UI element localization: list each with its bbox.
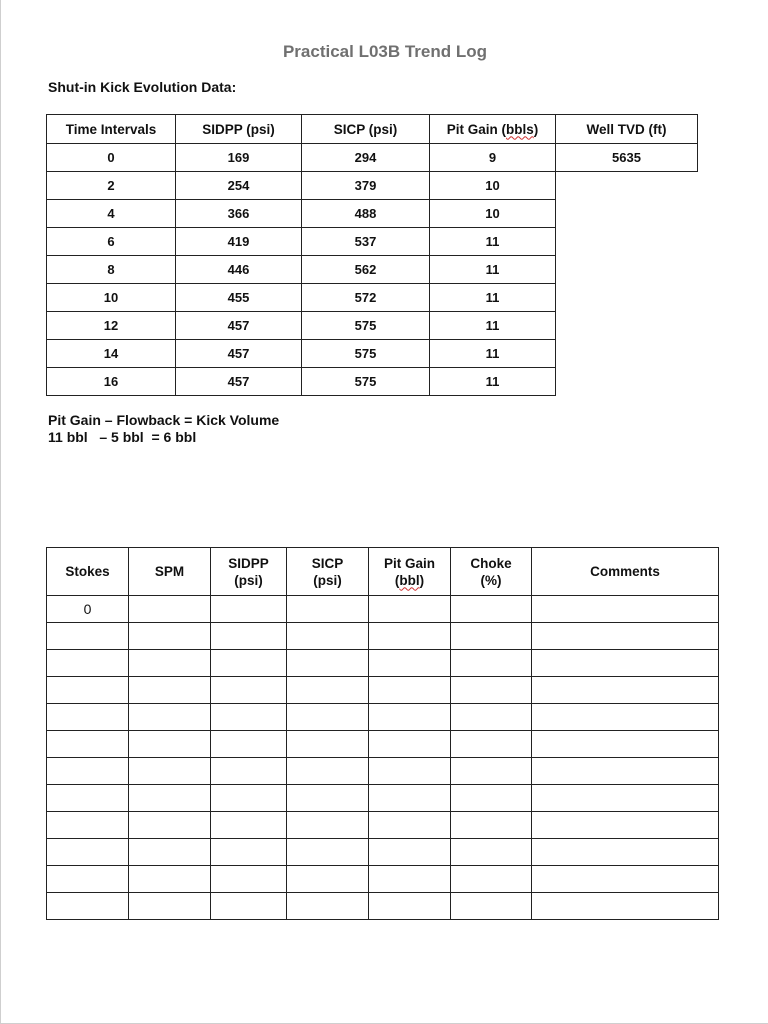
trend-table-cell[interactable] — [47, 893, 129, 920]
trend-table-cell[interactable] — [532, 785, 719, 812]
trend-table-cell[interactable] — [532, 704, 719, 731]
trend-table-header-cell: Comments — [532, 548, 719, 596]
trend-table-header-cell: SIDPP (psi) — [211, 548, 287, 596]
trend-table-cell[interactable] — [451, 812, 532, 839]
trend-table-cell[interactable] — [211, 623, 287, 650]
kick-table-row — [47, 284, 698, 312]
kick-table-header-cell: Pit Gain (bbls) — [430, 115, 556, 144]
trend-table-cell[interactable] — [211, 839, 287, 866]
trend-table-row — [47, 812, 719, 839]
trend-table-cell[interactable] — [532, 812, 719, 839]
kick-table-cell: 294 — [302, 144, 430, 172]
kick-table-cell: 575 — [302, 368, 430, 396]
trend-table-cell[interactable] — [369, 758, 451, 785]
trend-table-cell[interactable] — [369, 893, 451, 920]
kick-table-blank — [556, 340, 698, 368]
trend-table-cell[interactable] — [287, 623, 369, 650]
trend-table-cell[interactable]: 0 — [47, 596, 129, 623]
trend-table-cell[interactable] — [129, 839, 211, 866]
kick-table-cell: 169 — [176, 144, 302, 172]
kick-table-cell: 537 — [302, 228, 430, 256]
trend-table-row — [47, 596, 719, 623]
trend-table-cell[interactable] — [129, 704, 211, 731]
trend-table-row — [47, 758, 719, 785]
kick-table-cell: 8 — [47, 256, 176, 284]
kick-table-blank — [556, 312, 698, 340]
trend-table-cell[interactable] — [129, 812, 211, 839]
trend-table-cell[interactable] — [287, 677, 369, 704]
trend-table-cell[interactable] — [129, 893, 211, 920]
trend-table-cell[interactable] — [47, 704, 129, 731]
trend-table-cell[interactable] — [369, 731, 451, 758]
kick-table-cell: 11 — [430, 368, 556, 396]
trend-table-row — [47, 893, 719, 920]
trend-table-cell[interactable] — [287, 704, 369, 731]
trend-table-cell[interactable] — [532, 866, 719, 893]
kick-table-header-row — [47, 115, 698, 144]
trend-table-cell[interactable] — [369, 596, 451, 623]
trend-table-cell[interactable] — [47, 866, 129, 893]
trend-table-row — [47, 839, 719, 866]
trend-table-cell[interactable] — [211, 677, 287, 704]
trend-table-cell[interactable] — [369, 812, 451, 839]
trend-table-cell[interactable] — [532, 758, 719, 785]
kick-table-row — [47, 312, 698, 340]
trend-table-cell[interactable] — [211, 866, 287, 893]
kick-table-cell: 16 — [47, 368, 176, 396]
trend-table-cell[interactable] — [451, 650, 532, 677]
trend-table-cell[interactable] — [369, 866, 451, 893]
kick-table-row — [47, 256, 698, 284]
trend-table-cell[interactable] — [47, 812, 129, 839]
kick-table-cell: 457 — [176, 368, 302, 396]
kick-table-cell: 6 — [47, 228, 176, 256]
kick-table-cell: 575 — [302, 340, 430, 368]
kick-table-cell: 572 — [302, 284, 430, 312]
trend-table-cell[interactable] — [211, 731, 287, 758]
trend-table-cell[interactable] — [47, 731, 129, 758]
trend-table-cell[interactable] — [129, 677, 211, 704]
trend-table-cell[interactable] — [451, 866, 532, 893]
trend-table-cell[interactable] — [129, 758, 211, 785]
trend-table-cell[interactable] — [287, 731, 369, 758]
trend-table-cell[interactable] — [451, 839, 532, 866]
kick-table-header-cell: SICP (psi) — [302, 115, 430, 144]
trend-log-table — [46, 547, 719, 920]
trend-table-row — [47, 785, 719, 812]
trend-table-cell[interactable] — [129, 623, 211, 650]
kick-table-row — [47, 172, 698, 200]
kick-table-row — [47, 228, 698, 256]
trend-table-header-cell: SPM — [129, 548, 211, 596]
trend-table-cell[interactable] — [47, 785, 129, 812]
trend-table-cell[interactable] — [451, 758, 532, 785]
kick-table-cell: 446 — [176, 256, 302, 284]
trend-table-cell[interactable] — [532, 893, 719, 920]
trend-table-cell[interactable] — [451, 731, 532, 758]
trend-table-cell[interactable] — [129, 785, 211, 812]
kick-evolution-table — [46, 114, 698, 396]
trend-table-cell[interactable] — [47, 839, 129, 866]
trend-table-row — [47, 623, 719, 650]
trend-table-cell[interactable] — [287, 758, 369, 785]
kick-table-blank — [556, 228, 698, 256]
trend-table-cell[interactable] — [451, 623, 532, 650]
trend-table-cell[interactable] — [211, 785, 287, 812]
trend-table-cell[interactable] — [369, 650, 451, 677]
kick-table-cell: 10 — [47, 284, 176, 312]
trend-table-cell[interactable] — [451, 893, 532, 920]
kick-table-cell: 11 — [430, 312, 556, 340]
kick-table-blank — [556, 284, 698, 312]
trend-table-cell[interactable] — [451, 677, 532, 704]
trend-table-cell[interactable] — [532, 677, 719, 704]
trend-table-row — [47, 677, 719, 704]
kick-table-cell: 11 — [430, 256, 556, 284]
kick-table-cell: 14 — [47, 340, 176, 368]
trend-table-row — [47, 650, 719, 677]
trend-table-cell[interactable] — [287, 839, 369, 866]
kick-table-blank — [556, 256, 698, 284]
kick-table-cell: 10 — [430, 172, 556, 200]
trend-table-cell[interactable] — [287, 596, 369, 623]
section-subtitle: Shut-in Kick Evolution Data: — [48, 79, 237, 95]
kick-table-cell: 457 — [176, 340, 302, 368]
kick-table-cell: 562 — [302, 256, 430, 284]
formula-line-1: Pit Gain – Flowback = Kick Volume — [48, 412, 280, 428]
trend-table-cell[interactable] — [47, 650, 129, 677]
trend-table-cell[interactable] — [369, 623, 451, 650]
trend-table-header-cell: Pit Gain (bbl) — [369, 548, 451, 596]
trend-table-cell[interactable] — [532, 839, 719, 866]
kick-table-cell: 0 — [47, 144, 176, 172]
kick-volume-formula — [48, 412, 279, 446]
kick-table-cell: 488 — [302, 200, 430, 228]
kick-table-cell: 419 — [176, 228, 302, 256]
trend-table-header-cell: Stokes — [47, 548, 129, 596]
trend-table-row — [47, 704, 719, 731]
kick-table-cell: 254 — [176, 172, 302, 200]
kick-table-row — [47, 368, 698, 396]
kick-table-row — [47, 144, 698, 172]
kick-table-cell: 366 — [176, 200, 302, 228]
kick-table-cell: 4 — [47, 200, 176, 228]
trend-table-cell[interactable] — [532, 623, 719, 650]
kick-table-cell: 2 — [47, 172, 176, 200]
kick-table-cell: 379 — [302, 172, 430, 200]
kick-table-cell: 9 — [430, 144, 556, 172]
trend-table-cell[interactable] — [287, 893, 369, 920]
trend-table-cell[interactable] — [369, 839, 451, 866]
trend-table-cell[interactable] — [211, 812, 287, 839]
kick-table-cell: 12 — [47, 312, 176, 340]
trend-table-cell[interactable] — [287, 785, 369, 812]
kick-table-cell: 11 — [430, 228, 556, 256]
kick-table-blank — [556, 368, 698, 396]
trend-table-cell[interactable] — [129, 866, 211, 893]
trend-table-cell[interactable] — [287, 812, 369, 839]
trend-table-cell[interactable] — [369, 677, 451, 704]
trend-table-cell[interactable] — [129, 596, 211, 623]
trend-table-header-cell: SICP (psi) — [287, 548, 369, 596]
trend-table-cell[interactable] — [451, 704, 532, 731]
kick-table-blank — [556, 172, 698, 200]
kick-table-cell: 575 — [302, 312, 430, 340]
kick-table-cell: 11 — [430, 284, 556, 312]
trend-table-cell[interactable] — [211, 596, 287, 623]
trend-table-cell[interactable] — [451, 785, 532, 812]
trend-table-cell[interactable] — [369, 785, 451, 812]
kick-table-header-cell: SIDPP (psi) — [176, 115, 302, 144]
kick-table-header-cell: Time Intervals — [47, 115, 176, 144]
trend-table-cell[interactable] — [287, 866, 369, 893]
trend-table-cell[interactable] — [532, 596, 719, 623]
trend-table-cell[interactable] — [129, 650, 211, 677]
kick-table-cell: 457 — [176, 312, 302, 340]
trend-table-cell[interactable] — [287, 650, 369, 677]
kick-table-header-cell: Well TVD (ft) — [556, 115, 698, 144]
trend-table-cell[interactable] — [47, 758, 129, 785]
trend-table-row — [47, 731, 719, 758]
kick-table-cell: 455 — [176, 284, 302, 312]
trend-table-cell[interactable] — [532, 650, 719, 677]
kick-table-cell: 5635 — [556, 144, 698, 172]
kick-table-row — [47, 200, 698, 228]
trend-table-cell[interactable] — [47, 677, 129, 704]
formula-line-2: 11 bbl – 5 bbl = 6 bbl — [48, 429, 197, 445]
kick-table-cell: 10 — [430, 200, 556, 228]
kick-table-blank — [556, 200, 698, 228]
trend-table-cell[interactable] — [451, 596, 532, 623]
kick-table-row — [47, 340, 698, 368]
trend-table-cell[interactable] — [47, 623, 129, 650]
trend-table-cell[interactable] — [211, 758, 287, 785]
trend-table-cell[interactable] — [532, 731, 719, 758]
trend-table-cell[interactable] — [211, 650, 287, 677]
trend-table-row — [47, 866, 719, 893]
trend-table-cell[interactable] — [369, 704, 451, 731]
trend-table-header-row — [47, 548, 719, 596]
trend-table-cell[interactable] — [211, 704, 287, 731]
trend-table-cell[interactable] — [129, 731, 211, 758]
page-title: Practical L03B Trend Log — [282, 42, 488, 61]
trend-table-cell[interactable] — [211, 893, 287, 920]
kick-table-cell: 11 — [430, 340, 556, 368]
trend-table-header-cell: Choke (%) — [451, 548, 532, 596]
